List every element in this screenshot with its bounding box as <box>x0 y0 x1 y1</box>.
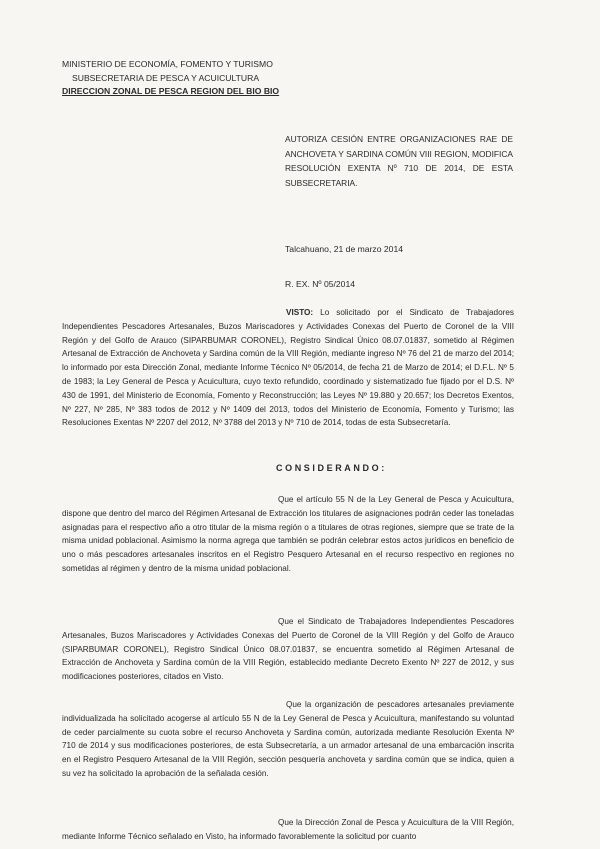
considerando-paragraph-4: Que la Dirección Zonal de Pesca y Acuicultura de la VIII Región, mediante Informe Técnico señalado en Visto, ha informado favorablemente la solicitud por cuanto <box>62 818 514 841</box>
ministry-name: MINISTERIO DE ECONOMÍA, FOMENTO Y TURISMO <box>62 59 273 69</box>
subsecretary-name: SUBSECRETARIA DE PESCA Y ACUICULTURA <box>72 72 260 83</box>
considerando-paragraph-3: Que la organización de pescadores artesanales previamente individualizada ha solicitado acogerse al artículo 55 N de la Ley General de Pesca y Acuicultura, manifestando su voluntad de ceder parcialmente su cuota sobre el recurso Anchoveta y Sardina común, autorizada mediante Resolución Exenta Nº 710 de 2014 y sus modificaciones posteriores, de esta Subsecretaría, a un armador artesanal de una embarcación inscrita en el Registro Pesquero Artesanal de la VIII Región, sección pesquería anchoveta y sardina común que se indica, quien a su vez ha solicitado la aprobación de la señalada cesión. <box>62 700 514 778</box>
resolution-number: R. EX. Nº 05/2014 <box>285 279 356 289</box>
resolution-date: Talcahuano, 21 de marzo 2014 <box>285 244 404 254</box>
visto-paragraph <box>62 306 514 430</box>
zonal-direction-name: DIRECCION ZONAL DE PESCA REGION DEL BIO BIO <box>62 86 280 96</box>
visto-text: Lo solicitado por el Sindicato de Trabajadores Independientes Pescadores Artesanales, Buzos Mariscadores y Actividades Conexas del Puerto de Coronel de la VIII Región y del Golfo de Arauco (SIPARBUMAR CORONEL), Registro Sindical Único 08.07.01837, sometido al Régimen Artesanal de Extracción de Anchoveta y Sardina común de la VIII Región, mediante ingreso Nº 76 del 21 de marzo del 2014; lo informado por esta Dirección Zonal, mediante Informe Técnico Nº 05/2014, de fecha 21 de Marzo de 2014; el D.F.L. Nº 5 de 1983; la Ley General de Pesca y Acuicultura, cuyo texto refundido, coordinado y sistematizado fue fijado por el D.S. Nº 430 de 1991, del Ministerio de Economía, Fomento y Reconstrucción; las Leyes Nº 19.880 y 20.657; los Decretos Exentos, Nº 227, Nº 285, Nº 383 todos de 2012 y Nº 1409 del 2013, todos del Ministerio de Economía, Fomento y Turismo; las Resoluciones Exentas Nº 2207 del 2012, Nº 3788 del 2013 y Nº 710 de 2014, todas de esta Subsecretaría. <box>62 308 514 428</box>
considerando-paragraph-1: Que el artículo 55 N de la Ley General de Pesca y Acuicultura, dispone que dentro del marco del Régimen Artesanal de Extracción los titulares de asignaciones podrán ceder las toneladas asignadas para el respectivo año a otro titular de la misma región o a titulares de otras regiones, siempre que se trate de la misma unidad poblacional. Asimismo la norma agrega que también se podrán celebrar estos actos jurídicos en beneficio de uno o más pescadores artesanales inscritos en el Registro Pesquero Artesanal en el recurso respectivo en regiones no sometidas al régimen y dentro de la misma unidad poblacional. <box>62 495 514 573</box>
considerando-paragraph-2: Que el Sindicato de Trabajadores Independientes Pescadores Artesanales, Buzos Mariscadores y Actividades Conexas del Puerto de Coronel de la VIII Región y del Golfo de Arauco (SIPARBUMAR CORONEL), Registro Sindical Único 08.07.01837, se encuentra sometido al Régimen Artesanal de Extracción de Anchoveta y Sardina común de la VIII Región, establecido mediante Decreto Exento Nº 227 de 2012, y sus modificaciones posteriores, citados en Visto. <box>62 617 514 682</box>
letterhead <box>62 58 279 99</box>
visto-label: VISTO: <box>286 308 314 317</box>
considerando-heading: CONSIDERANDO: <box>276 463 387 473</box>
resolution-subject: AUTORIZA CESIÓN ENTRE ORGANIZACIONES RAE DE ANCHOVETA Y SARDINA COMÚN VIII REGION, MODIFICA RESOLUCIÓN EXENTA Nº 710 DE 2014, DE ESTA SUBSECRETARIA. <box>285 134 513 188</box>
